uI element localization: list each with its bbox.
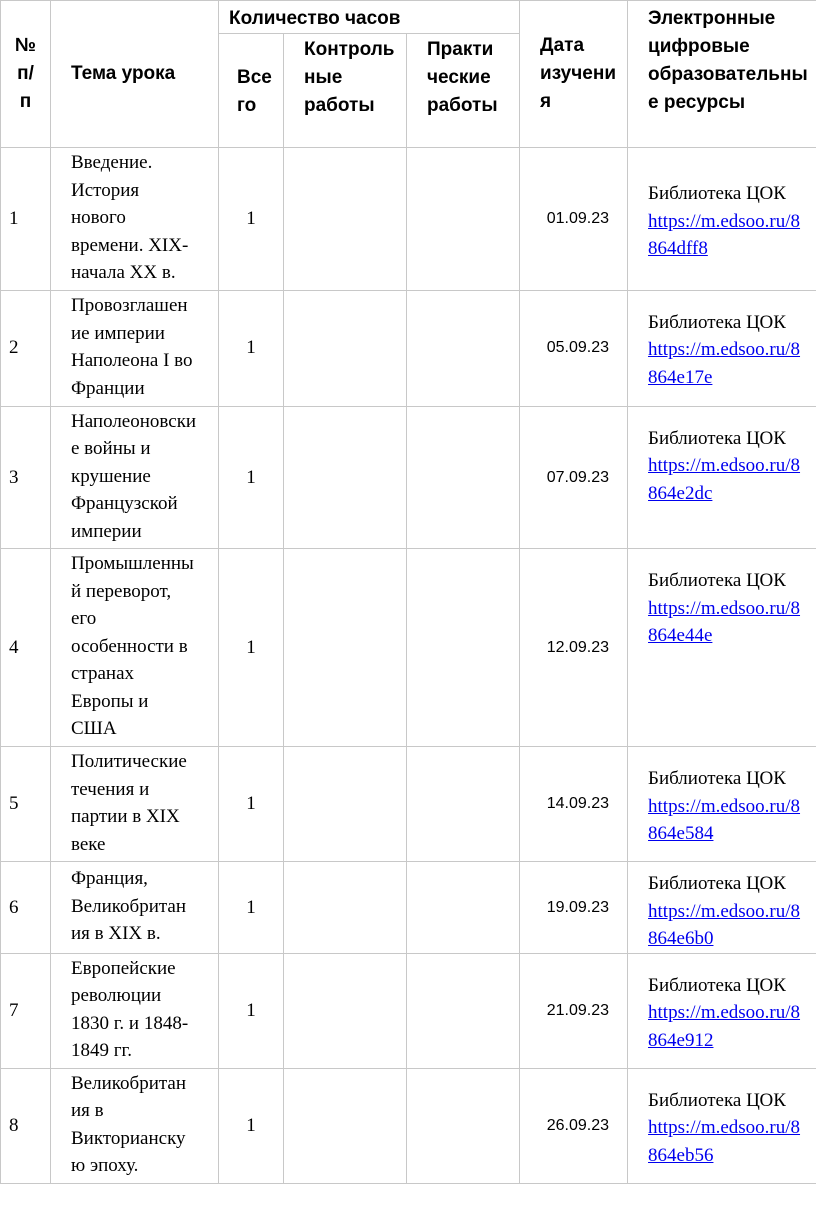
row-topic-line: Европейские bbox=[71, 957, 176, 979]
header-num-line: п/ bbox=[17, 63, 34, 84]
row-topic-line: времени. XIX- bbox=[71, 234, 189, 256]
row-resources bbox=[628, 148, 816, 291]
library-label: Библиотека ЦОК bbox=[648, 1089, 786, 1111]
table-row bbox=[1, 1068, 816, 1183]
row-control-works bbox=[284, 862, 407, 954]
row-topic-line: Франции bbox=[71, 377, 145, 399]
header-resources-line: Электронные bbox=[648, 8, 776, 29]
resource-link-line: https://m.edsoo.ru/8 bbox=[648, 900, 801, 922]
row-topic-line: США bbox=[71, 718, 117, 740]
row-date: 21.09.23 bbox=[520, 953, 628, 1068]
library-label: Библиотека ЦОК bbox=[648, 427, 786, 449]
row-topic-line: нового bbox=[71, 207, 126, 228]
row-control-works bbox=[284, 290, 407, 406]
resource-link[interactable] bbox=[648, 595, 816, 650]
resource-link-line: 864e17e bbox=[648, 366, 713, 388]
row-topic bbox=[51, 290, 219, 406]
table-row bbox=[1, 549, 816, 747]
header-num-line: № bbox=[14, 35, 37, 56]
row-control-works bbox=[284, 148, 407, 291]
header-total bbox=[219, 34, 284, 148]
row-topic-line: ю эпоху. bbox=[71, 1155, 139, 1176]
header-total-line: Все bbox=[237, 66, 272, 88]
row-total-hours: 1 bbox=[219, 747, 284, 862]
row-topic bbox=[51, 1068, 219, 1183]
row-control-works bbox=[284, 549, 407, 747]
row-topic-line: ие империи bbox=[71, 322, 165, 344]
row-topic bbox=[51, 953, 219, 1068]
resource-link[interactable] bbox=[648, 898, 816, 953]
header-control-line: ные bbox=[304, 67, 343, 88]
row-topic-line: империи bbox=[71, 520, 142, 542]
row-topic-line: особенности в bbox=[71, 635, 188, 657]
header-control-line: работы bbox=[304, 95, 375, 116]
resource-link-line: 864e584 bbox=[648, 823, 714, 844]
row-topic-line: течения и bbox=[71, 778, 150, 800]
resource-link-line: https://m.edsoo.ru/8 bbox=[648, 1002, 801, 1023]
header-practical-line: работы bbox=[427, 95, 498, 116]
row-total-hours: 1 bbox=[219, 406, 284, 549]
row-topic-line: Политические bbox=[71, 751, 187, 772]
header-topic: Тема урока bbox=[51, 1, 219, 148]
table-row bbox=[1, 148, 816, 291]
row-topic-line: Европы и bbox=[71, 690, 149, 712]
row-topic-line: Наполеоновски bbox=[71, 410, 197, 432]
header-resources-line: цифровые bbox=[648, 36, 750, 57]
library-label: Библиотека ЦОК bbox=[648, 311, 786, 333]
row-total-hours: 1 bbox=[219, 953, 284, 1068]
row-topic-line: й переворот, bbox=[71, 580, 172, 602]
resource-link-line: 864e44e bbox=[648, 625, 713, 646]
table-row bbox=[1, 953, 816, 1068]
row-resources bbox=[628, 290, 816, 406]
library-label: Библиотека ЦОК bbox=[648, 570, 786, 591]
header-date-line: я bbox=[540, 91, 552, 112]
row-resources bbox=[628, 1068, 816, 1183]
row-topic-line: Промышленны bbox=[71, 553, 194, 575]
row-practical-works bbox=[407, 862, 520, 954]
row-number: 7 bbox=[1, 953, 51, 1068]
row-topic-line: История bbox=[71, 179, 140, 201]
resource-link-line: https://m.edsoo.ru/8 bbox=[648, 210, 801, 232]
row-control-works bbox=[284, 406, 407, 549]
header-date-line: Дата bbox=[540, 35, 585, 56]
library-label: Библиотека ЦОК bbox=[648, 974, 786, 996]
row-date: 14.09.23 bbox=[520, 747, 628, 862]
row-topic-line: начала XX в. bbox=[71, 262, 176, 283]
table-row bbox=[1, 747, 816, 862]
row-practical-works bbox=[407, 290, 520, 406]
header-total-line: го bbox=[237, 94, 257, 116]
row-number: 4 bbox=[1, 549, 51, 747]
row-topic-line: странах bbox=[71, 663, 135, 685]
row-total-hours: 1 bbox=[219, 862, 284, 954]
row-control-works bbox=[284, 1068, 407, 1183]
header-practical-line: ческие bbox=[427, 67, 491, 88]
row-control-works bbox=[284, 747, 407, 862]
row-topic-line: ия в bbox=[71, 1100, 104, 1121]
table-row bbox=[1, 862, 816, 954]
row-resources bbox=[628, 862, 816, 954]
header-hours-group: Количество часов bbox=[219, 1, 520, 34]
library-label: Библиотека ЦОК bbox=[648, 873, 786, 894]
resource-link-line: 864e912 bbox=[648, 1029, 714, 1051]
row-number: 8 bbox=[1, 1068, 51, 1183]
header-date-line: изучени bbox=[540, 63, 617, 84]
resource-link-line: https://m.edsoo.ru/8 bbox=[648, 339, 801, 360]
row-number: 6 bbox=[1, 862, 51, 954]
row-topic bbox=[51, 406, 219, 549]
row-topic-line: революции bbox=[71, 985, 162, 1006]
row-control-works bbox=[284, 953, 407, 1068]
header-resources-line: образовательны bbox=[648, 64, 808, 85]
row-topic-line: Французской bbox=[71, 493, 178, 514]
row-date: 12.09.23 bbox=[520, 549, 628, 747]
row-topic-line: веке bbox=[71, 833, 106, 855]
row-topic bbox=[51, 148, 219, 291]
header-num-line: п bbox=[19, 91, 32, 112]
row-topic-line: крушение bbox=[71, 465, 151, 487]
row-number: 5 bbox=[1, 747, 51, 862]
row-topic-line: Провозглашен bbox=[71, 295, 188, 316]
row-date: 26.09.23 bbox=[520, 1068, 628, 1183]
resource-link[interactable] bbox=[648, 336, 816, 391]
resource-link[interactable] bbox=[648, 999, 816, 1054]
resource-link-line: 864eb56 bbox=[648, 1144, 714, 1166]
row-number: 2 bbox=[1, 290, 51, 406]
row-practical-works bbox=[407, 747, 520, 862]
row-resources bbox=[628, 549, 816, 747]
resource-link-line: https://m.edsoo.ru/8 bbox=[648, 455, 801, 476]
row-practical-works bbox=[407, 406, 520, 549]
resource-link-line: https://m.edsoo.ru/8 bbox=[648, 597, 801, 619]
resource-link-line: 864e6b0 bbox=[648, 928, 714, 949]
row-resources bbox=[628, 953, 816, 1068]
resource-link-line: 864e2dc bbox=[648, 482, 713, 504]
row-practical-works bbox=[407, 1068, 520, 1183]
row-topic-line: его bbox=[71, 608, 97, 630]
header-row-1 bbox=[1, 1, 816, 34]
header-resources bbox=[628, 1, 816, 148]
row-topic-line: Франция, bbox=[71, 868, 148, 889]
resource-link[interactable] bbox=[648, 1114, 816, 1169]
row-date: 05.09.23 bbox=[520, 290, 628, 406]
row-resources bbox=[628, 406, 816, 549]
header-control-line: Контроль bbox=[304, 39, 395, 60]
header-practical-line: Практи bbox=[427, 39, 494, 60]
row-total-hours: 1 bbox=[219, 290, 284, 406]
row-number: 3 bbox=[1, 406, 51, 549]
resource-link[interactable] bbox=[648, 452, 816, 507]
row-topic-line: е войны и bbox=[71, 438, 151, 459]
resource-link[interactable] bbox=[648, 208, 816, 263]
row-topic-line: Викторианску bbox=[71, 1127, 186, 1149]
row-date: 19.09.23 bbox=[520, 862, 628, 954]
header-practical bbox=[407, 34, 520, 148]
row-date: 07.09.23 bbox=[520, 406, 628, 549]
resource-link-line: https://m.edsoo.ru/8 bbox=[648, 1117, 801, 1138]
row-topic-line: 1830 г. и 1848- bbox=[71, 1012, 189, 1034]
row-topic-line: партии в XIX bbox=[71, 806, 180, 827]
resource-link-line: https://m.edsoo.ru/8 bbox=[648, 795, 801, 817]
row-practical-works bbox=[407, 953, 520, 1068]
row-number: 1 bbox=[1, 148, 51, 291]
row-topic-line: 1849 гг. bbox=[71, 1040, 132, 1061]
resource-link[interactable] bbox=[648, 793, 816, 848]
table-row bbox=[1, 406, 816, 549]
row-practical-works bbox=[407, 549, 520, 747]
table-body bbox=[1, 148, 816, 1184]
row-topic-line: Введение. bbox=[71, 152, 153, 173]
header-num bbox=[1, 1, 51, 148]
row-total-hours: 1 bbox=[219, 1068, 284, 1183]
row-topic bbox=[51, 747, 219, 862]
library-label: Библиотека ЦОК bbox=[648, 183, 786, 204]
row-topic-line: Великобритан bbox=[71, 1072, 186, 1094]
row-topic-line: ия в XIX в. bbox=[71, 923, 161, 944]
header-date bbox=[520, 1, 628, 148]
row-resources bbox=[628, 747, 816, 862]
header-control bbox=[284, 34, 407, 148]
row-date: 01.09.23 bbox=[520, 148, 628, 291]
resource-link-line: 864dff8 bbox=[648, 238, 708, 259]
row-topic-line: Великобритан bbox=[71, 895, 186, 917]
row-topic bbox=[51, 549, 219, 747]
row-topic bbox=[51, 862, 219, 954]
row-practical-works bbox=[407, 148, 520, 291]
header-resources-line: е ресурсы bbox=[648, 92, 746, 113]
row-total-hours: 1 bbox=[219, 148, 284, 291]
row-total-hours: 1 bbox=[219, 549, 284, 747]
table-row bbox=[1, 290, 816, 406]
row-topic-line: Наполеона I во bbox=[71, 350, 193, 371]
library-label: Библиотека ЦОК bbox=[648, 768, 786, 789]
